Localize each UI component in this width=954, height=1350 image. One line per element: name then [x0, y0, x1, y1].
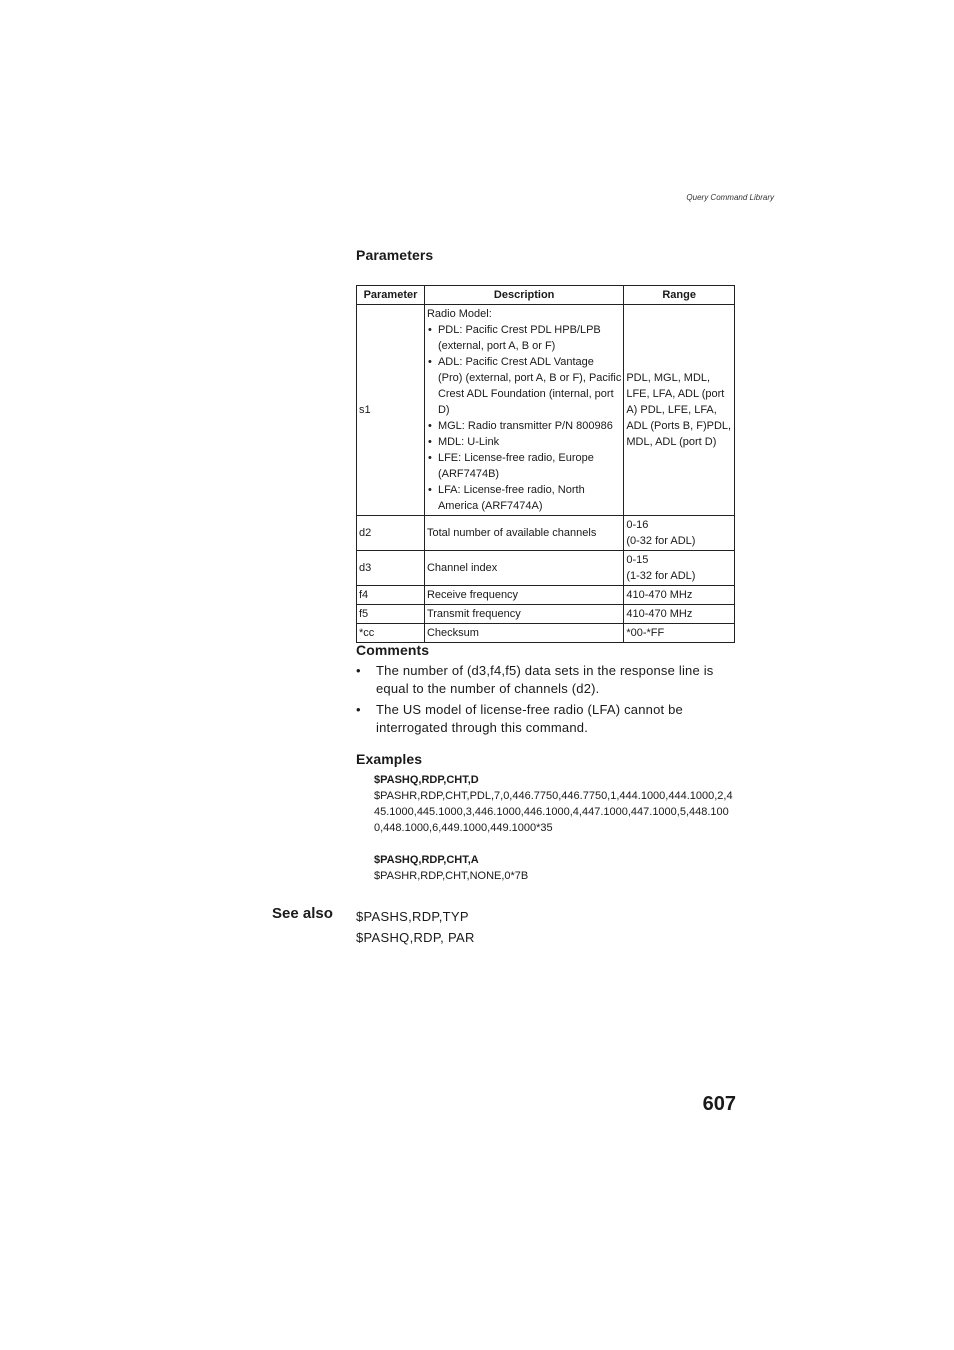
table-row [357, 551, 735, 586]
comments-heading: Comments [356, 642, 430, 658]
description-intro: Radio Model: [426, 308, 492, 320]
example-command: $PASHQ,RDP,CHT,A [374, 854, 479, 866]
range-cell [624, 551, 735, 586]
example-command: $PASHQ,RDP,CHT,D [374, 774, 479, 786]
page-number: 607 [702, 1093, 736, 1115]
param-cell: *cc [357, 624, 425, 643]
list-item: • MGL: Radio transmitter P/N 800986 [427, 418, 621, 434]
bullet-icon: • [356, 702, 361, 717]
see-also-list [356, 906, 475, 948]
param-cell: d3 [357, 551, 425, 586]
range-line: 0-16 [626, 519, 649, 531]
bullet-icon: • [356, 663, 361, 678]
param-cell: f4 [357, 586, 425, 605]
table-row [357, 605, 735, 624]
range-cell: *00-*FF [624, 624, 735, 643]
range-cell: 410-470 MHz [624, 605, 735, 624]
column-header-description: Description [424, 286, 623, 305]
list-item [356, 701, 736, 737]
table-header-row [357, 286, 735, 305]
examples-block [374, 772, 736, 884]
range-line: (0-32 for ADL) [626, 535, 696, 547]
range-line: (1-32 for ADL) [626, 570, 696, 582]
column-header-range: Range [624, 286, 735, 305]
param-cell: s1 [357, 305, 425, 516]
param-cell: d2 [357, 516, 425, 551]
comment-text: The number of (d3,f4,f5) data sets in the response line is equal to the number of channels (d2). [376, 663, 714, 696]
list-item: • MDL: U-Link [427, 434, 621, 450]
column-header-parameter: Parameter [357, 286, 425, 305]
description-cell: Channel index [424, 551, 623, 586]
description-cell [424, 305, 623, 516]
list-item: • PDL: Pacific Crest PDL HPB/LPB (external, port A, B or F) [427, 322, 621, 354]
examples-heading: Examples [356, 751, 423, 767]
table-row [357, 305, 735, 516]
param-cell: f5 [357, 605, 425, 624]
example-response: $PASHR,RDP,CHT,PDL,7,0,446.7750,446.7750,1,444.1000,444.1000,2,445.1000,445.1000,3,446.1000,446.1000,4,447.1000,447.1000,5,448.1000,448.1000,6,449.1000,449.1000*35 [374, 790, 733, 834]
range-cell [624, 516, 735, 551]
running-header: Query Command Library [686, 193, 774, 202]
description-cell: Transmit frequency [424, 605, 623, 624]
table-row [357, 586, 735, 605]
list-item: • LFA: License-free radio, North America (ARF7474A) [427, 482, 621, 514]
description-cell: Receive frequency [424, 586, 623, 605]
see-also-link[interactable]: $PASHQ,RDP, PAR [356, 930, 475, 945]
see-also-label: See also [272, 905, 333, 922]
radio-model-list [427, 322, 621, 514]
example-response: $PASHR,RDP,CHT,NONE,0*7B [374, 870, 529, 882]
range-line: 0-15 [626, 554, 649, 566]
description-cell: Total number of available channels [424, 516, 623, 551]
list-item: • ADL: Pacific Crest ADL Vantage (Pro) (external, port A, B or F), Pacific Crest ADL Foundation (internal, port D) [427, 354, 621, 418]
table-row [357, 516, 735, 551]
list-item: • LFE: License-free radio, Europe (ARF7474B) [427, 450, 621, 482]
list-item [356, 662, 736, 698]
range-cell: PDL, MGL, MDL, LFE, LFA, ADL (port A) PDL, LFE, LFA, ADL (Ports B, F)PDL, MDL, ADL (port D) [624, 305, 735, 516]
range-cell: 410-470 MHz [624, 586, 735, 605]
see-also-link[interactable]: $PASHS,RDP,TYP [356, 909, 469, 924]
parameters-table [356, 285, 735, 643]
parameters-heading: Parameters [356, 247, 434, 263]
description-cell: Checksum [424, 624, 623, 643]
comments-list [356, 662, 736, 740]
comment-text: The US model of license-free radio (LFA) cannot be interrogated through this command. [376, 702, 683, 735]
table-row [357, 624, 735, 643]
